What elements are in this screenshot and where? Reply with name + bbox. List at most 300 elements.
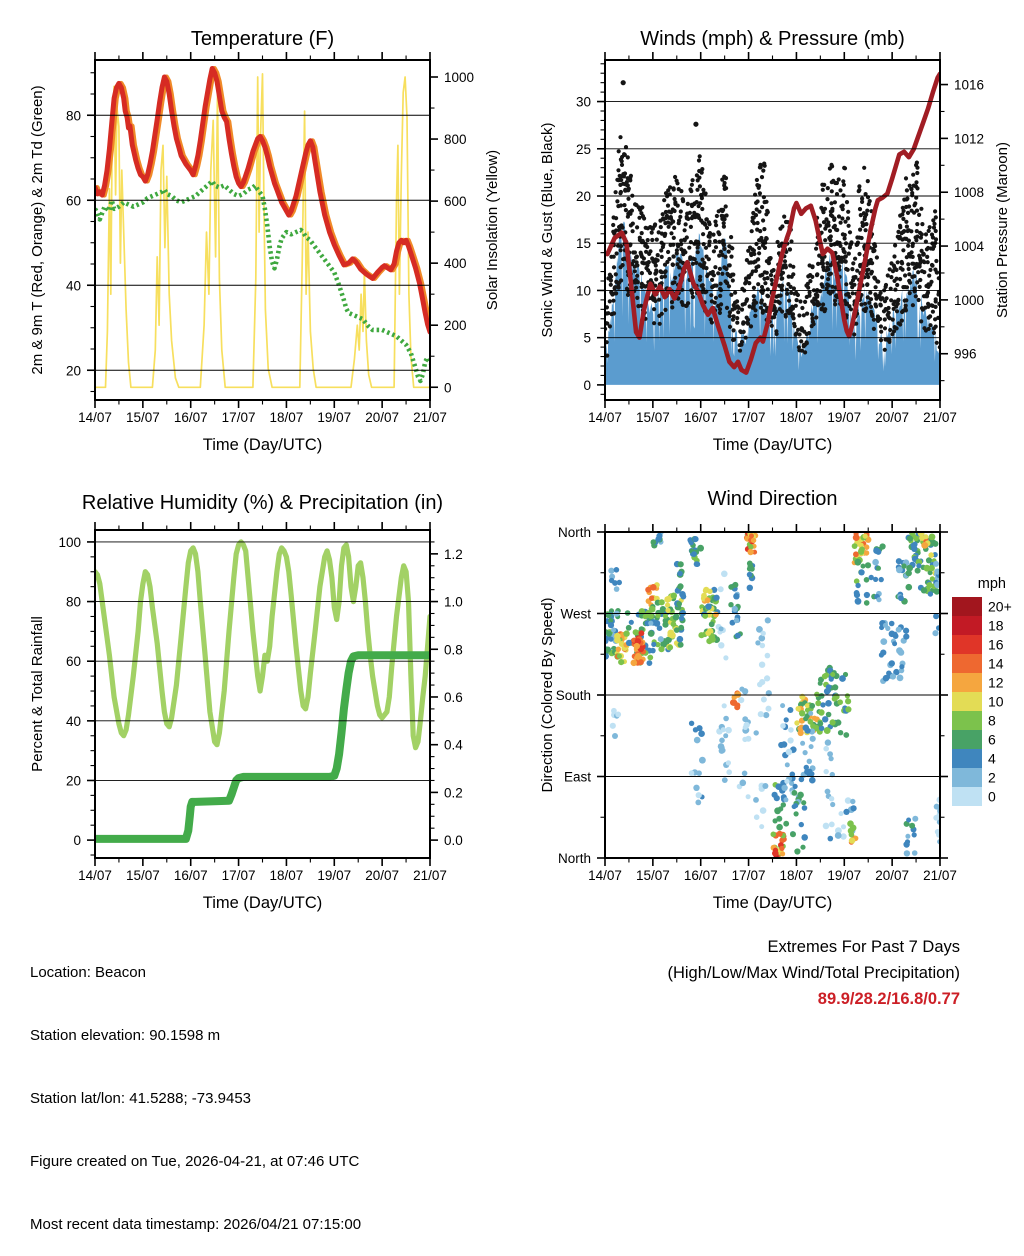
wind-direction-dot: [909, 823, 915, 829]
y-tick-label: 20: [65, 363, 81, 379]
y-tick-label: 40: [65, 278, 81, 294]
wind-direction-dot: [647, 655, 653, 661]
wind-direction-dot: [781, 741, 787, 747]
humidity_precip-title: Relative Humidity (%) & Precipitation (in): [81, 492, 444, 514]
wind-direction-dot: [802, 805, 808, 811]
wind-direction-dot: [617, 580, 622, 585]
winds-pressure-chart: [539, 28, 1011, 454]
legend-swatch: [952, 654, 982, 673]
wind-direction-dot: [809, 744, 814, 749]
wind-direction-dot: [933, 561, 939, 567]
y-tick-label: 1000: [444, 70, 475, 85]
wind-direction-dot: [838, 730, 843, 735]
wind-direction-dot: [889, 660, 895, 666]
wind-direction-dot: [777, 831, 783, 837]
wind-direction-dot: [928, 552, 934, 558]
station-elevation: Station elevation: 90.1598 m: [30, 1027, 221, 1044]
wind-direction-dot: [703, 588, 709, 594]
wind-direction-dot: [903, 628, 909, 634]
speed-legend: [952, 576, 1012, 806]
wind-direction-dot: [824, 727, 831, 734]
wind-direction-dot: [864, 592, 870, 598]
wind-direction-dot: [679, 616, 685, 622]
wind_direction-title: Wind Direction: [707, 488, 838, 510]
wind-direction-dot: [790, 831, 796, 837]
wind-direction-dot: [830, 672, 835, 677]
wind-direction-dot: [689, 770, 695, 776]
wind-direction-dot: [839, 675, 846, 682]
wind-direction-dot: [826, 712, 832, 718]
wind-direction-dot: [825, 739, 831, 745]
wind-direction-dot: [833, 693, 840, 700]
wind-direction-dot: [896, 567, 903, 574]
wind-direction-dot: [916, 563, 921, 568]
y-tick-label: 1.0: [444, 594, 463, 610]
wind-direction-dot: [698, 730, 705, 737]
wind-direction-dot: [659, 599, 665, 605]
legend-swatch: [952, 787, 982, 806]
wind-direction-dot: [754, 814, 760, 820]
wind-direction-dot: [797, 792, 804, 799]
x-tick-label: 14/07: [78, 868, 112, 883]
x-tick-label: 20/07: [365, 868, 400, 883]
wind-direction-dot: [774, 795, 780, 801]
wind-direction-dot: [873, 547, 880, 554]
legend-label: 8: [988, 712, 996, 729]
wind-direction-dot: [751, 538, 756, 543]
wind-direction-dot: [805, 728, 811, 734]
wind-direction-dot: [691, 551, 697, 557]
wind-direction-dot: [803, 750, 808, 755]
wind-direction-dot: [671, 593, 677, 599]
wind-direction-dot: [850, 799, 855, 804]
wind-direction-dot: [610, 723, 616, 729]
wind-direction-dot: [798, 730, 804, 736]
station-location: Location: Beacon: [30, 964, 146, 981]
wind-direction-dot: [794, 848, 800, 854]
wind-direction-dot: [608, 568, 614, 574]
wind-direction-dot: [719, 745, 724, 750]
wind-direction-dot: [696, 725, 702, 731]
wind-direction-dot: [849, 837, 855, 843]
extremes-title: Extremes For Past 7 Days: [767, 938, 960, 956]
x-tick-label: 18/07: [779, 410, 814, 425]
legend-swatch: [952, 616, 982, 635]
wind-direction-dot: [783, 821, 789, 827]
wind-direction-dot: [793, 803, 798, 808]
wind-direction-dot: [722, 703, 727, 708]
wind-direction-dot: [889, 631, 896, 638]
legend-swatch: [952, 749, 982, 768]
y-tick-label: 60: [65, 193, 81, 209]
wind-direction-dot: [855, 583, 860, 588]
y-tick-label: North: [557, 525, 591, 540]
y-tick-label: 5: [583, 330, 591, 346]
wind-direction-dot: [759, 662, 765, 668]
wind-direction-dot: [747, 549, 753, 555]
wind-direction-dot: [819, 726, 825, 732]
x-tick-label: 14/07: [588, 410, 622, 425]
wind-direction-dot: [849, 832, 855, 838]
wind-direction-dot: [876, 597, 881, 602]
wind-direction-dot: [721, 727, 726, 732]
wind-direction-dot: [651, 642, 656, 647]
y-tick-label: 200: [444, 318, 467, 334]
wind-direction-dot: [629, 620, 634, 625]
wind-direction-dot: [742, 771, 748, 777]
wind-direction-dot: [828, 836, 834, 842]
legend-label: 2: [988, 769, 996, 786]
wind-direction-dot: [792, 790, 798, 796]
wind-direction-dot: [784, 779, 789, 784]
wind-direction-dot: [807, 759, 812, 764]
wind-direction-dot: [705, 597, 711, 603]
humidity-line: [95, 542, 430, 748]
wind-direction-dot: [799, 822, 804, 827]
wind-direction-dot: [633, 629, 639, 635]
wind-direction-dot: [705, 630, 711, 636]
wind-direction-dot: [912, 832, 917, 837]
legend-label: 18: [988, 617, 1004, 634]
wind-direction-dot: [923, 534, 928, 539]
wind-direction-dot: [732, 606, 738, 612]
wind-direction-dot: [781, 802, 786, 807]
wind-direction-dot: [841, 824, 846, 829]
wind-direction-dot: [823, 823, 830, 830]
wind-direction-dot: [898, 595, 904, 601]
y-tick-label: 0.2: [444, 785, 463, 801]
wind-direction-dot: [753, 797, 759, 803]
wind-direction-dot: [810, 736, 816, 742]
wind-direction-dot: [614, 567, 620, 573]
humidity-series: [95, 542, 430, 839]
wind-direction-dot: [801, 834, 808, 841]
wind-direction-dot: [718, 586, 724, 592]
wind-direction-dot: [726, 760, 731, 765]
wind-direction-dot: [663, 613, 668, 618]
y-tick-label: 25: [575, 141, 591, 157]
wind-direction-dot: [804, 769, 810, 775]
wind-direction-dot: [845, 693, 850, 698]
y-tick-label: 40: [65, 713, 81, 729]
wind-direction-dot: [614, 586, 620, 592]
wind-direction-dot: [638, 659, 644, 665]
wind-direction-dot: [780, 723, 786, 729]
wind-direction-dot: [747, 572, 753, 578]
wind-direction-dot: [694, 737, 701, 744]
x-tick-label: 15/07: [635, 410, 670, 425]
y-tick-label: 1008: [954, 185, 985, 201]
humidity-precip-chart: [29, 492, 463, 912]
wind-direction-dot: [676, 601, 682, 607]
wind-direction-dot: [889, 621, 895, 627]
wind-direction-dot: [829, 677, 834, 682]
wind-direction-dot: [608, 637, 613, 642]
wind-direction-dot: [667, 645, 673, 651]
wind-direction-dot: [905, 834, 910, 839]
wind-direction-dot: [819, 693, 825, 699]
wind-direction-dot: [738, 697, 744, 703]
wind-direction-dot: [799, 710, 805, 716]
wind-direction-dot: [929, 534, 936, 541]
y-tick-label: 0: [583, 377, 591, 393]
most-recent-data-timestamp: Most recent data timestamp: 2026/04/21 07:15:00: [30, 1216, 362, 1233]
legend-swatch: [952, 673, 982, 692]
y-tick-label: West: [560, 606, 591, 622]
wind-direction-dot: [719, 626, 724, 631]
wind-direction-dot: [801, 800, 806, 805]
wind-direction-dot: [702, 613, 708, 619]
y-tick-label: 15: [575, 236, 591, 252]
wind-direction-dot: [765, 653, 771, 659]
wind-direction-dot: [719, 738, 725, 744]
humidity_precip-xlabel: Time (Day/UTC): [202, 894, 323, 912]
wind-direction-dot: [826, 684, 832, 690]
x-tick-label: 17/07: [221, 410, 256, 425]
wind-direction-dot: [843, 732, 849, 738]
x-tick-label: 16/07: [683, 868, 718, 883]
y-tick-label: 600: [444, 194, 467, 210]
legend-swatch: [952, 692, 982, 711]
temperature-chart: [29, 28, 501, 454]
y-tick-label: South: [555, 688, 591, 703]
x-tick-label: 15/07: [125, 868, 160, 883]
wind-direction-dot: [735, 633, 741, 639]
legend-label: 12: [988, 674, 1004, 691]
wind-direction-dot: [699, 757, 706, 764]
wind-direction-dot: [820, 702, 825, 707]
wind-direction-dot: [658, 636, 664, 642]
wind-direction-dot: [617, 653, 622, 658]
y-tick-label: 0: [444, 380, 452, 396]
wind-direction-dot: [818, 681, 823, 686]
humidity_precip-left-axis-label: Percent & Total Rainfall: [29, 616, 46, 772]
wind-direction-dot: [725, 727, 732, 734]
wind-direction-dot: [648, 621, 653, 626]
x-tick-label: 15/07: [125, 410, 160, 425]
wind-direction-dot: [906, 818, 911, 823]
x-tick-label: 18/07: [269, 410, 304, 425]
wind-direction-dot: [631, 660, 638, 667]
wind-direction-dot: [915, 568, 921, 574]
wind-direction-dot: [647, 660, 653, 666]
wind-direction-dot: [808, 719, 814, 725]
y-tick-label: 1016: [954, 77, 985, 93]
x-tick-label: 17/07: [731, 410, 766, 425]
wind-direction-dot: [760, 807, 767, 814]
y-tick-label: 0: [73, 833, 81, 849]
x-tick-label: 19/07: [317, 868, 352, 883]
y-tick-label: 1000: [954, 292, 985, 308]
x-tick-label: 21/07: [923, 410, 957, 425]
wind-direction-dot: [818, 709, 824, 715]
legend-label: 6: [988, 731, 996, 748]
legend-label: 16: [988, 636, 1004, 653]
y-tick-label: 80: [65, 108, 81, 124]
wind-direction-dot: [906, 584, 913, 591]
wind-direction-dot: [827, 751, 833, 757]
wind-direction-dot: [714, 595, 720, 601]
wind-direction-dot: [776, 824, 783, 831]
wind-direction-dot: [758, 711, 764, 717]
wind-direction-dot: [852, 543, 858, 549]
wind-direction-dot: [678, 642, 684, 648]
legend-label: 0: [988, 788, 996, 805]
wind-direction-dot: [786, 749, 792, 755]
wind-direction-dot: [824, 769, 829, 774]
wind-direction-dot: [734, 618, 740, 624]
wind-direction-dot: [645, 587, 651, 593]
wind-direction-dot: [805, 703, 810, 708]
y-tick-label: 996: [954, 346, 977, 362]
x-tick-label: 17/07: [731, 868, 766, 883]
extremes-summary: [667, 934, 960, 1012]
y-tick-label: 80: [65, 594, 81, 610]
y-tick-label: 0.0: [444, 833, 463, 849]
wind-direction-dot: [927, 582, 933, 588]
x-tick-label: 16/07: [173, 868, 208, 883]
wind-direction-dot: [658, 646, 664, 652]
wind-direction-dot: [744, 722, 750, 728]
winds_pressure-title: Winds (mph) & Pressure (mb): [640, 28, 905, 50]
y-tick-label: 1.2: [444, 546, 463, 562]
winds_pressure-left-axis-label: Sonic Wind & Gust (Blue, Black): [539, 122, 556, 338]
wind-direction-dot: [911, 542, 917, 548]
wind-direction-dot: [763, 712, 769, 718]
wind-direction-dot: [825, 789, 831, 795]
wind-direction-dot: [709, 621, 715, 627]
extremes-values: 89.9/28.2/16.8/0.77: [817, 990, 960, 1008]
wind-direction-dot: [651, 539, 657, 545]
wind-direction-dot: [614, 637, 621, 644]
wind-direction-dot: [713, 612, 719, 618]
wind-direction-dot: [784, 717, 789, 722]
wind-direction-dot: [876, 566, 881, 571]
wind-direction-dot: [854, 592, 860, 598]
winds_pressure-frame: [539, 28, 1011, 454]
wind-direction-dot: [843, 809, 849, 815]
wind-direction-dot: [847, 820, 854, 827]
wind-direction-dot: [678, 561, 684, 567]
wind-direction-dot: [612, 733, 618, 739]
wind-direction-dot: [896, 558, 902, 564]
x-tick-label: 15/07: [635, 868, 670, 883]
wind-direction-dot: [746, 794, 751, 799]
wind-direction-dot: [809, 703, 815, 709]
wind-direction-dot: [872, 559, 879, 566]
wind-direction-dot: [776, 816, 782, 822]
wind-direction-dot: [865, 562, 871, 568]
wind-direction-dot: [903, 634, 909, 640]
wind-direction-chart: [539, 488, 957, 912]
wind-direction-dot: [611, 708, 617, 714]
winds-series: [603, 74, 942, 385]
temperature-right-axis-label: Solar Insolation (Yellow): [484, 149, 501, 311]
legend-label: 10: [988, 693, 1004, 710]
wind-direction-dot: [781, 785, 787, 791]
wind-direction-dot: [635, 653, 641, 659]
station-info: [30, 920, 361, 1256]
wind-direction-dot: [749, 566, 754, 571]
wind-direction-dot: [932, 541, 938, 547]
wind-direction-dot: [696, 792, 702, 798]
x-tick-label: 21/07: [923, 868, 957, 883]
wind-direction-dot: [793, 784, 798, 789]
wind-direction-dot: [698, 632, 704, 638]
legend-label: 14: [988, 655, 1004, 672]
wind-direction-dot: [677, 636, 684, 643]
wind-direction-dot: [709, 636, 716, 643]
wind-direction-dot: [837, 699, 843, 705]
wind-direction-dot: [731, 700, 737, 706]
x-tick-label: 18/07: [779, 868, 814, 883]
wind-direction-dot: [673, 614, 680, 621]
wind-direction-dot: [749, 533, 754, 538]
legend-swatch: [952, 635, 982, 654]
x-tick-label: 16/07: [683, 410, 718, 425]
x-tick-label: 21/07: [413, 410, 447, 425]
x-tick-label: 20/07: [875, 868, 910, 883]
wind-direction-dot: [723, 716, 729, 722]
wind-direction-dot: [896, 647, 903, 654]
x-tick-label: 16/07: [173, 410, 208, 425]
wind-direction-dot: [825, 700, 832, 707]
y-tick-label: 10: [575, 283, 591, 299]
wind-direction-dot: [864, 600, 870, 606]
wind-direction-dot: [648, 613, 654, 619]
wind-direction-dot: [779, 846, 784, 851]
wind-direction-dot: [892, 641, 897, 646]
wind-direction-dot: [660, 606, 666, 612]
wind-direction-dot: [829, 822, 835, 828]
y-tick-label: 1012: [954, 131, 985, 147]
wind-direction-dot: [677, 583, 683, 589]
wind-direction-dot: [605, 612, 611, 618]
wind-direction-dot: [639, 630, 645, 636]
wind-direction-dot: [845, 698, 851, 704]
x-tick-label: 19/07: [827, 410, 862, 425]
wind-direction-dot: [616, 647, 621, 652]
wind-direction-dot: [830, 802, 835, 807]
gust-dots: [603, 80, 942, 358]
wind-direction-dot: [873, 577, 878, 582]
wind-direction-dot: [853, 551, 859, 557]
wind-direction-dot: [829, 796, 834, 801]
wind-direction-dot: [932, 630, 938, 636]
x-tick-label: 20/07: [875, 410, 910, 425]
wind-direction-dot: [904, 850, 910, 856]
wind-direction-dot: [853, 534, 860, 541]
wind-direction-dot: [832, 684, 838, 690]
wind-direction-dot: [757, 682, 763, 688]
x-tick-label: 20/07: [365, 410, 400, 425]
wind_direction-xlabel: Time (Day/UTC): [712, 894, 833, 912]
legend-swatch: [952, 597, 982, 616]
wind-direction-dot: [759, 824, 764, 829]
wind-direction-dot: [933, 613, 939, 619]
wind-direction-dot: [906, 570, 912, 576]
wind-direction-dot: [799, 777, 805, 783]
y-tick-label: 60: [65, 654, 81, 670]
wind-direction-dot: [762, 783, 768, 789]
x-tick-label: 17/07: [221, 868, 256, 883]
x-tick-label: 19/07: [827, 868, 862, 883]
x-tick-label: 21/07: [413, 868, 447, 883]
wind-direction-dot: [855, 598, 862, 605]
wind-direction-dot: [783, 797, 788, 802]
wind-direction-dot: [625, 610, 631, 616]
y-tick-label: East: [563, 769, 591, 785]
